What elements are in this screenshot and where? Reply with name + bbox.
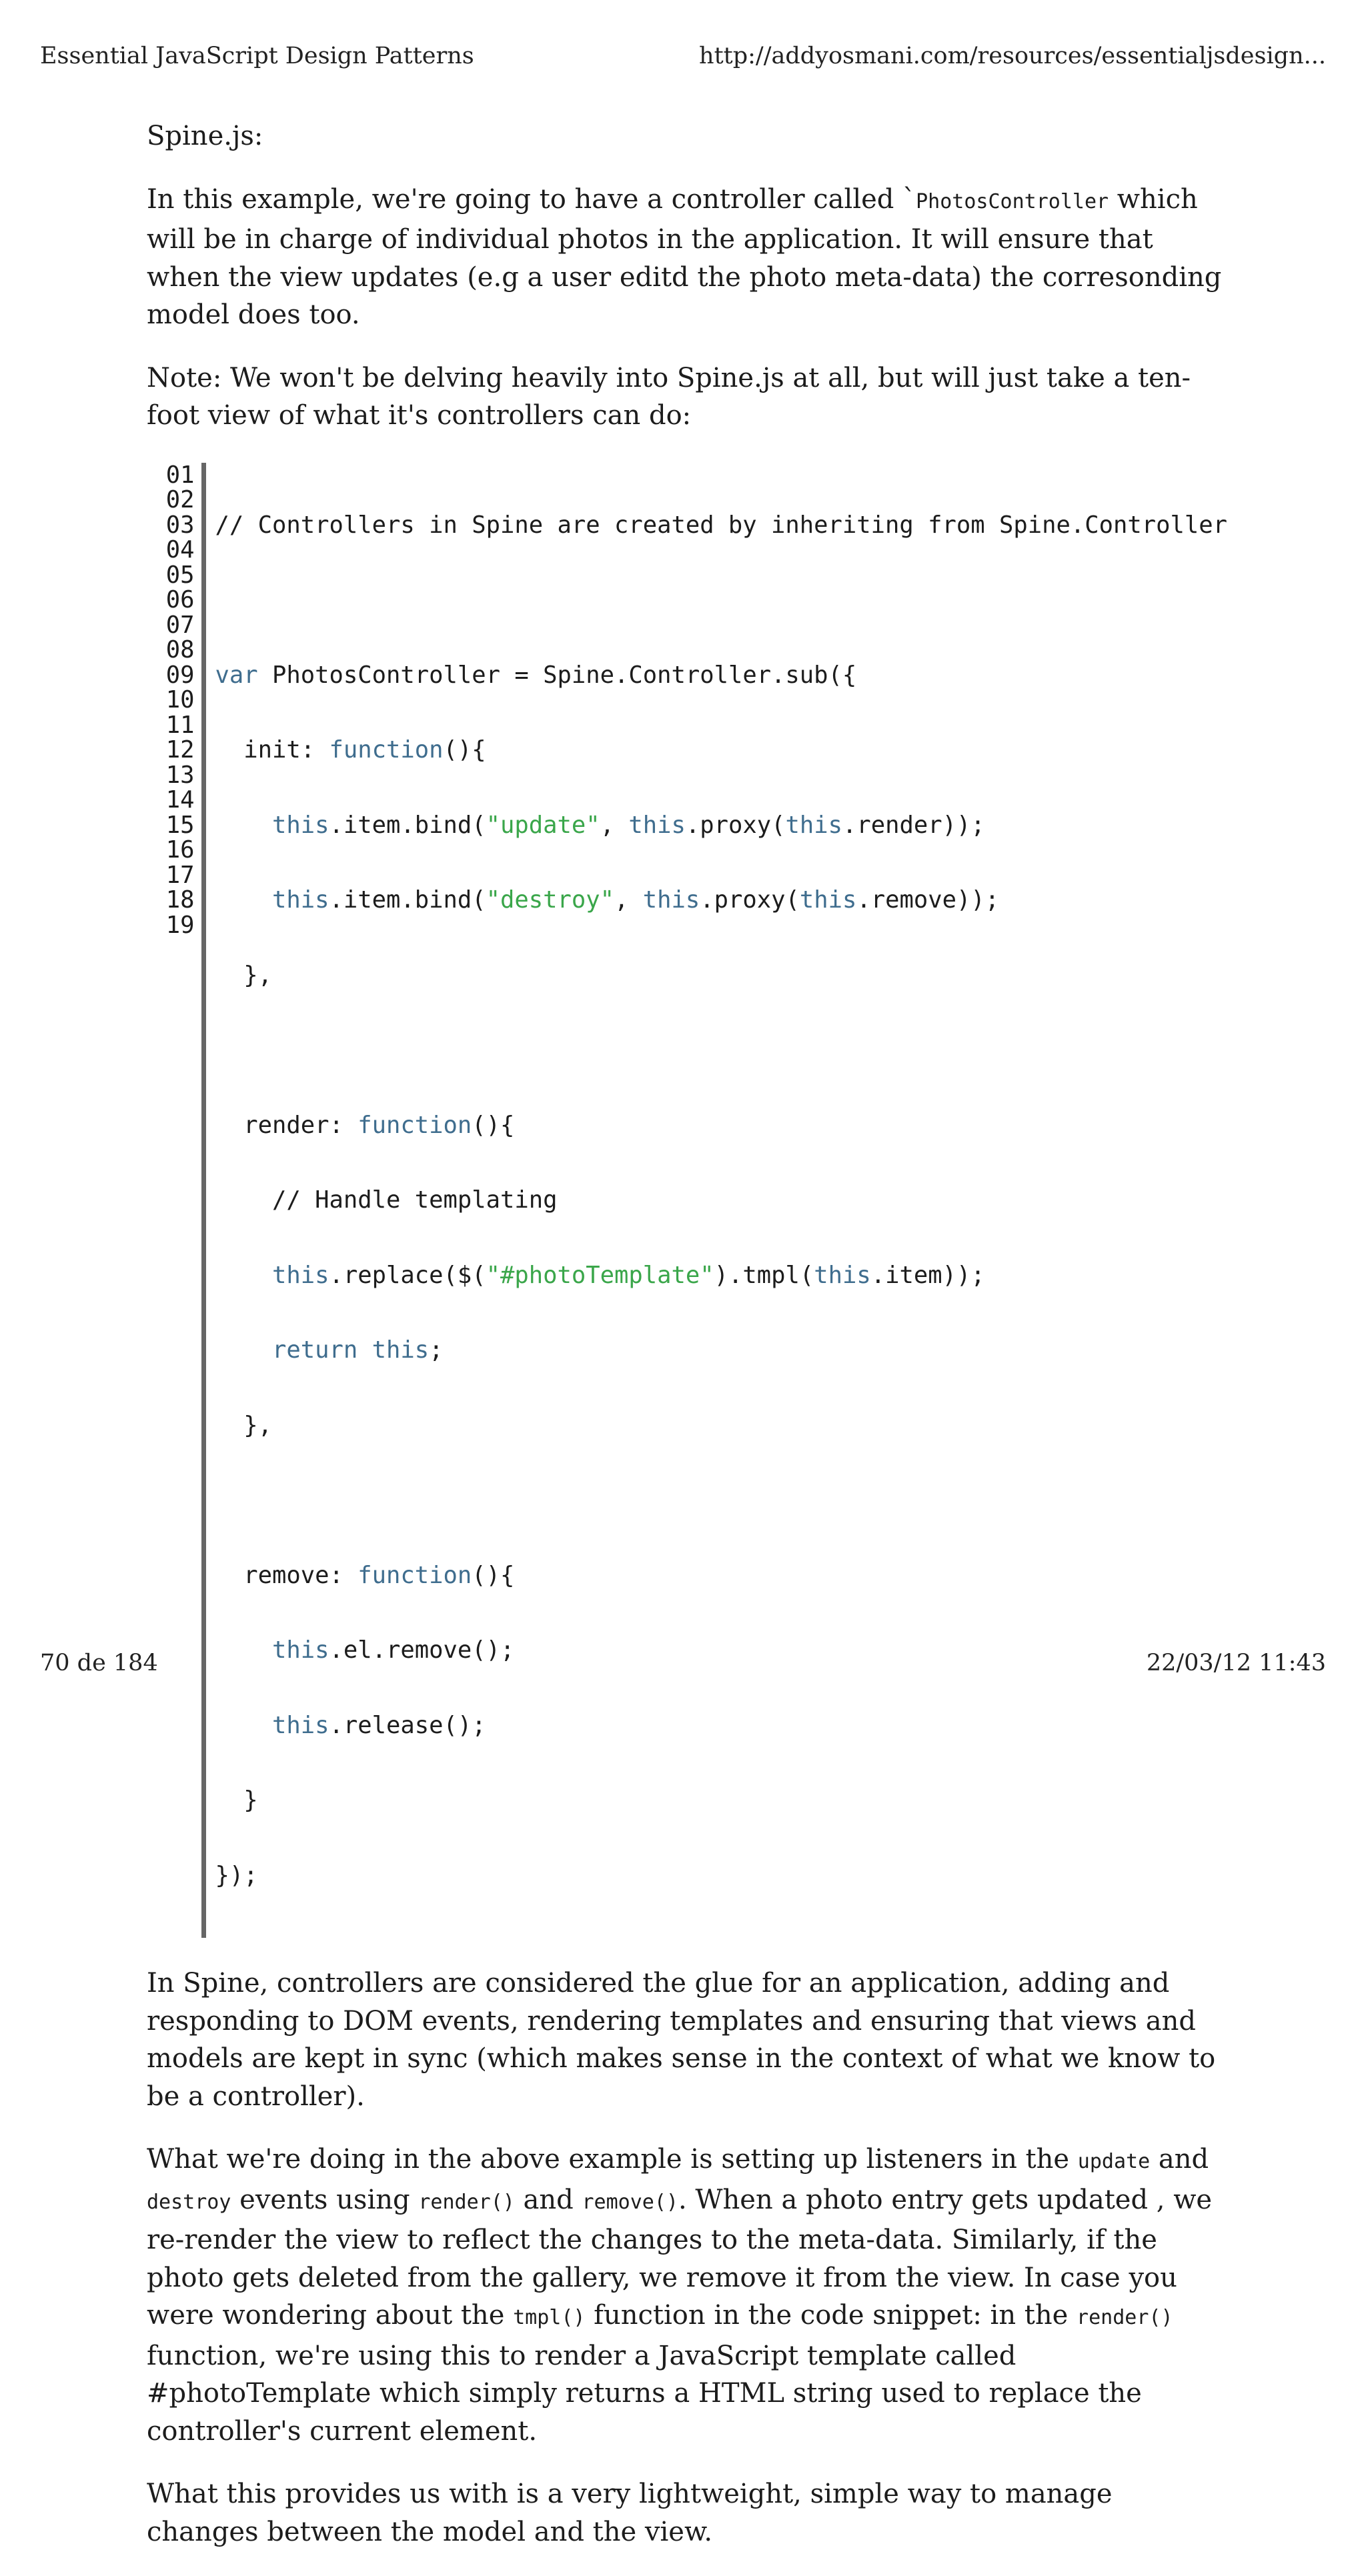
line-number: 10: [165, 686, 195, 714]
code-line: var PhotosController = Spine.Controller.sub({: [215, 661, 857, 689]
code-line: // Handle templating: [215, 1186, 558, 1214]
line-number: 09: [165, 661, 195, 689]
line-number: 15: [165, 811, 195, 839]
code-block: [160, 463, 1227, 1939]
paragraph-intro: In this example, we're going to have a controller called `PhotosController which will be in charge of individual photos in the application. It will ensure that when the view updates (e.g a user editd the photo meta-data) the corresonding model does too.: [147, 183, 1222, 330]
line-number: 01: [165, 461, 195, 489]
line-number: 18: [165, 886, 195, 914]
code-line: [215, 1038, 1227, 1063]
paragraph-controllers: In Spine, controllers are considered the glue for an application, adding and responding to DOM events, rendering templates and ensuring that views and models are kept in sync (which makes sense in the context of what we know to be a controller).: [147, 1968, 1216, 2112]
code-line: },: [215, 1411, 273, 1439]
inline-code: render(): [418, 2190, 515, 2214]
inline-code: update: [1077, 2150, 1151, 2173]
code-line: init: function(){: [215, 736, 486, 764]
code-line: this.replace($("#photoTemplate").tmpl(this.item));: [272, 1261, 985, 1289]
line-number: 12: [165, 736, 195, 764]
section-heading: Spine.js:: [147, 121, 263, 151]
line-number-gutter: [160, 463, 206, 1939]
line-number: 05: [165, 561, 195, 589]
paragraph-summary: What this provides us with is a very lightweight, simple way to manage changes between the model and the view.: [147, 2479, 1113, 2547]
paragraph-explanation: What we're doing in the above example is setting up listeners in the update and destroy events using render() and remove(). When a photo entry gets updated , we re-render the view to reflect the changes to the meta-data. Similarly, if the photo gets deleted from the gallery, we remove it from the view. In case you were wondering about the tmpl() function in the code snippet: in the render() function, we're using this to render a JavaScript template called #photoTemplate which simply returns a HTML string used to replace the controller's current element.: [147, 2144, 1213, 2447]
line-number: 02: [165, 486, 195, 513]
code-line: return this;: [272, 1336, 444, 1364]
line-number: 11: [165, 711, 195, 739]
header-title: Essential JavaScript Design Patterns: [40, 43, 474, 69]
header-url: http://addyosmani.com/resources/essentialjsdesign...: [699, 43, 1326, 69]
line-number: 17: [165, 861, 195, 889]
line-number: 16: [165, 836, 195, 864]
line-number: 03: [165, 511, 195, 539]
inline-code: destroy: [147, 2190, 231, 2214]
footer-page-count: 70 de 184: [40, 1650, 158, 1676]
footer-datetime: 22/03/12 11:43: [1146, 1650, 1326, 1676]
page-content: [147, 117, 1227, 2576]
inline-code: tmpl(): [513, 2306, 586, 2329]
line-number: 08: [165, 636, 195, 664]
code-line: this.item.bind("update", this.proxy(this.render));: [272, 811, 985, 839]
code-line: },: [215, 961, 273, 989]
paragraph-note: Note: We won't be delving heavily into Spine.js at all, but will just take a ten-foot view of what it's controllers can do:: [147, 362, 1191, 431]
code-line: [215, 1488, 1227, 1513]
code-line: });: [215, 1861, 258, 1889]
code-line: remove: function(){: [215, 1561, 515, 1589]
code-line: // Controllers in Spine are created by inheriting from Spine.Controller: [215, 511, 1227, 539]
code-line: }: [215, 1786, 258, 1814]
line-number: 04: [165, 536, 195, 563]
code-line: this.item.bind("destroy", this.proxy(this.remove));: [272, 886, 1000, 914]
code-line: render: function(){: [215, 1111, 515, 1139]
line-number: 06: [165, 586, 195, 613]
code-line: this.el.remove();: [272, 1636, 515, 1664]
line-number: 14: [165, 786, 195, 814]
code-line: [215, 587, 1227, 613]
line-number: 19: [165, 911, 195, 939]
inline-code: remove(): [582, 2190, 678, 2214]
code-line: this.release();: [272, 1711, 486, 1739]
line-number: 13: [165, 761, 195, 789]
inline-code: render(): [1077, 2306, 1173, 2329]
line-number: 07: [165, 611, 195, 639]
code-listing: [206, 463, 1227, 1939]
inline-code: PhotosController: [916, 189, 1109, 213]
